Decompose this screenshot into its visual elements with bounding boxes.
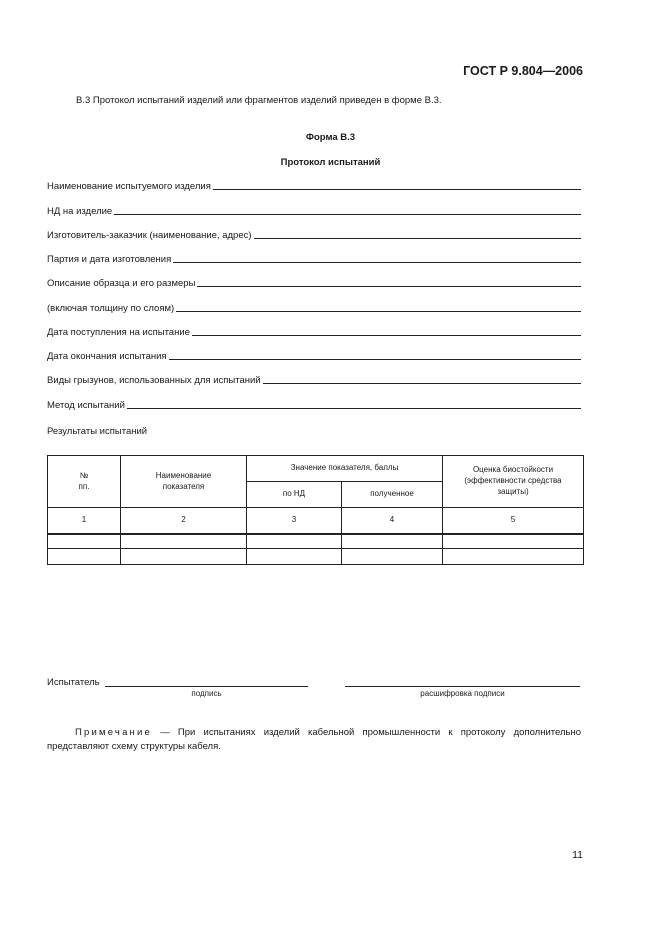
- field-rodent-species: [47, 375, 581, 386]
- signature-line[interactable]: [105, 686, 308, 687]
- fill-line[interactable]: [263, 382, 581, 384]
- field-product-name: [47, 181, 581, 192]
- table-cell[interactable]: [48, 534, 121, 549]
- page-number: 11: [572, 849, 583, 861]
- field-label: Дата поступления на испытание: [47, 327, 190, 338]
- fill-line[interactable]: [114, 213, 581, 215]
- header-rating: Оценка биостойкости (эффективности средства защиты): [443, 456, 584, 508]
- table-cell[interactable]: [121, 534, 247, 549]
- fill-line[interactable]: [197, 285, 581, 287]
- col-number: 1: [48, 508, 121, 534]
- fill-line[interactable]: [213, 188, 581, 190]
- note-text: — При испытаниях изделий кабельной промышленности к протоколу дополнительно представляют схему структуры кабеля.: [47, 727, 581, 752]
- header-obtained: полученное: [342, 482, 443, 508]
- table-cell[interactable]: [247, 534, 342, 549]
- table-number-row: [48, 508, 584, 534]
- standard-header: ГОСТ Р 9.804—2006: [463, 64, 583, 78]
- field-label: (включая толщину по слоям): [47, 303, 175, 314]
- field-test-method: [47, 400, 581, 411]
- field-layer-thickness: [47, 303, 581, 314]
- signature-caption: подпись: [191, 689, 222, 698]
- header-num: № пп.: [48, 456, 121, 508]
- field-label: НД на изделие: [47, 206, 113, 217]
- results-label: Результаты испытаний: [47, 426, 148, 437]
- header-by-nd: по НД: [247, 482, 342, 508]
- note-prefix: Примечание: [75, 727, 152, 738]
- table-header-row: [48, 456, 584, 482]
- fill-line[interactable]: [254, 237, 581, 239]
- tester-label: Испытатель: [47, 677, 100, 688]
- col-number: 5: [443, 508, 584, 534]
- field-end-date: [47, 351, 581, 362]
- col-number: 4: [342, 508, 443, 534]
- table-cell[interactable]: [342, 549, 443, 565]
- field-label: Метод испытаний: [47, 400, 125, 411]
- fill-line[interactable]: [169, 358, 581, 360]
- header-indicator: Наименование показателя: [121, 456, 247, 508]
- table-cell[interactable]: [443, 549, 584, 565]
- note-paragraph: [47, 726, 581, 754]
- field-normative-doc: [47, 206, 581, 217]
- protocol-title: Протокол испытаний: [280, 157, 381, 168]
- col-number: 3: [247, 508, 342, 534]
- table-cell[interactable]: [48, 549, 121, 565]
- field-sample-description: [47, 278, 581, 289]
- form-title: Форма В.3: [305, 132, 356, 143]
- field-label: Виды грызунов, использованных для испытаний: [47, 375, 261, 386]
- field-manufacturer: [47, 230, 581, 241]
- signature-decoding-line[interactable]: [345, 686, 580, 687]
- table-row: [48, 549, 584, 565]
- field-label: Изготовитель-заказчик (наименование, адрес): [47, 230, 252, 241]
- field-label: Дата окончания испытания: [47, 351, 167, 362]
- fill-line[interactable]: [192, 334, 581, 336]
- table-cell[interactable]: [121, 549, 247, 565]
- table-cell[interactable]: [342, 534, 443, 549]
- col-number: 2: [121, 508, 247, 534]
- field-receipt-date: [47, 327, 581, 338]
- field-label: Партия и дата изготовления: [47, 254, 172, 265]
- fill-line[interactable]: [176, 310, 581, 312]
- fill-line[interactable]: [127, 407, 581, 409]
- table-cell[interactable]: [443, 534, 584, 549]
- results-table: [47, 455, 584, 565]
- table-cell[interactable]: [247, 549, 342, 565]
- field-label: Описание образца и его размеры: [47, 278, 196, 289]
- table-row: [48, 534, 584, 549]
- field-label: Наименование испытуемого изделия: [47, 181, 211, 192]
- signature-decoding-caption: расшифровка подписи: [420, 689, 505, 698]
- header-value-group: Значение показателя, баллы: [247, 456, 443, 482]
- field-batch-date: [47, 254, 581, 265]
- intro-paragraph: В.3 Протокол испытаний изделий или фрагментов изделий приведен в форме В.3.: [76, 95, 442, 106]
- fill-line[interactable]: [173, 261, 581, 263]
